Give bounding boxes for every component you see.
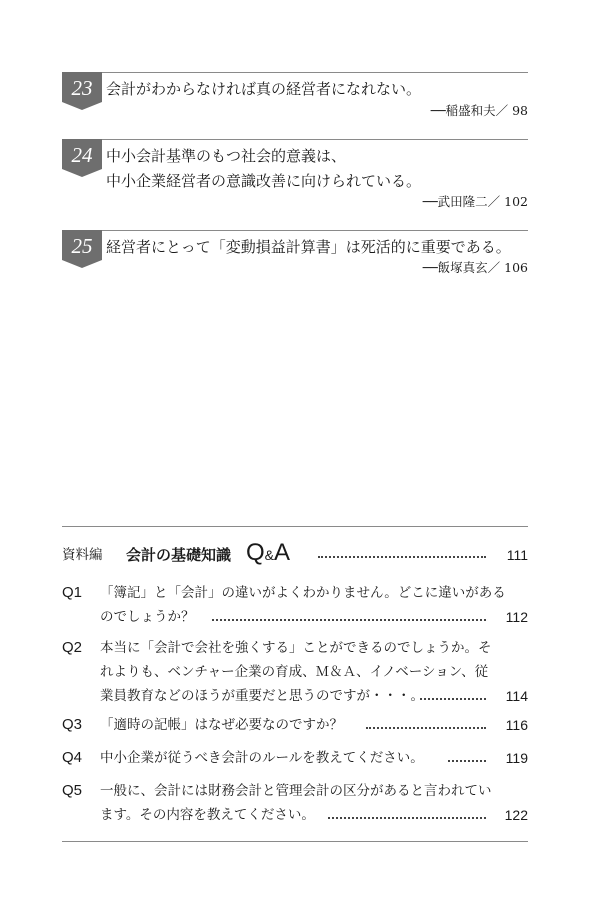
question-line: 業員教育などのほうが重要だと思うのですが・・・。 — [100, 688, 424, 704]
quote-line: 会計がわからなければ真の経営者になれない。 — [106, 80, 422, 98]
dot-leader — [366, 727, 486, 729]
number-badge — [62, 72, 104, 110]
quote-author: ──稲盛和夫／ 98 — [430, 103, 528, 118]
question-line: れよりも、ベンチャー企業の育成、Ｍ＆Ａ、イノベーション、従 — [100, 664, 489, 680]
entry-rule — [62, 139, 528, 140]
question-number: Q2 — [62, 639, 83, 656]
entry-number: 25 — [71, 234, 93, 258]
question-line: 一般に、会計には財務会計と管理会計の区分があると言われてい — [100, 783, 492, 799]
question-number: Q5 — [62, 782, 83, 799]
dot-leader — [318, 556, 486, 558]
quote-line: 経営者にとって「変動損益計算書」は死活的に重要である。 — [106, 238, 511, 256]
quote-author: ──武田隆二／ 102 — [422, 194, 528, 209]
number-badge — [62, 139, 104, 177]
dot-leader — [328, 817, 486, 819]
appendix-title: 会計の基礎知識 — [126, 546, 232, 564]
quote-text — [106, 77, 421, 102]
question-page: 119 — [505, 750, 528, 766]
question-line: 本当に「会計で会社を強くする」ことができるのでしょうか。そ — [100, 640, 492, 656]
quote-line: 中小会計基準のもつ社会的意義は、 — [106, 147, 347, 165]
qa-logo-amp: & — [264, 547, 275, 563]
question-page: 112 — [505, 609, 528, 625]
quote-line: 中小企業経営者の意識改善に向けられている。 — [106, 172, 422, 190]
entry-number: 24 — [71, 143, 93, 167]
question-line: ます。その内容を教えてください。 — [100, 807, 315, 823]
appendix-bottom-rule — [62, 841, 528, 842]
number-badge — [62, 230, 104, 268]
question-line: 「適時の記帳」はなぜ必要なのですか？ — [100, 717, 343, 733]
entry-rule — [62, 72, 528, 73]
appendix-heading — [62, 540, 528, 570]
qa-logo — [246, 541, 290, 567]
question-number: Q1 — [62, 584, 83, 601]
question-page: 122 — [504, 807, 528, 823]
question-page: 114 — [505, 688, 528, 704]
dot-leader — [448, 760, 486, 762]
qa-logo-q: Q — [246, 539, 265, 566]
appendix-top-rule — [62, 526, 528, 527]
quote-author: ──飯塚真玄／ 106 — [422, 260, 528, 275]
quote-text — [106, 144, 421, 194]
entry-rule — [62, 230, 528, 231]
question-page: 116 — [505, 717, 528, 733]
dot-leader — [420, 698, 486, 700]
question-number: Q3 — [62, 716, 83, 733]
question-line: のでしょうか？ — [100, 609, 195, 625]
question-number: Q4 — [62, 749, 83, 766]
appendix-page: 111 — [506, 547, 528, 563]
appendix-label: 資料編 — [62, 547, 103, 563]
qa-logo-a: A — [274, 539, 291, 566]
entry-number: 23 — [71, 76, 93, 100]
quote-text — [106, 235, 511, 260]
question-line: 「簿記」と「会計」の違いがよくわかりません。どこに違いがある — [100, 585, 506, 601]
dot-leader — [212, 619, 486, 621]
question-line: 中小企業が従うべき会計のルールを教えてください。 — [100, 750, 424, 766]
